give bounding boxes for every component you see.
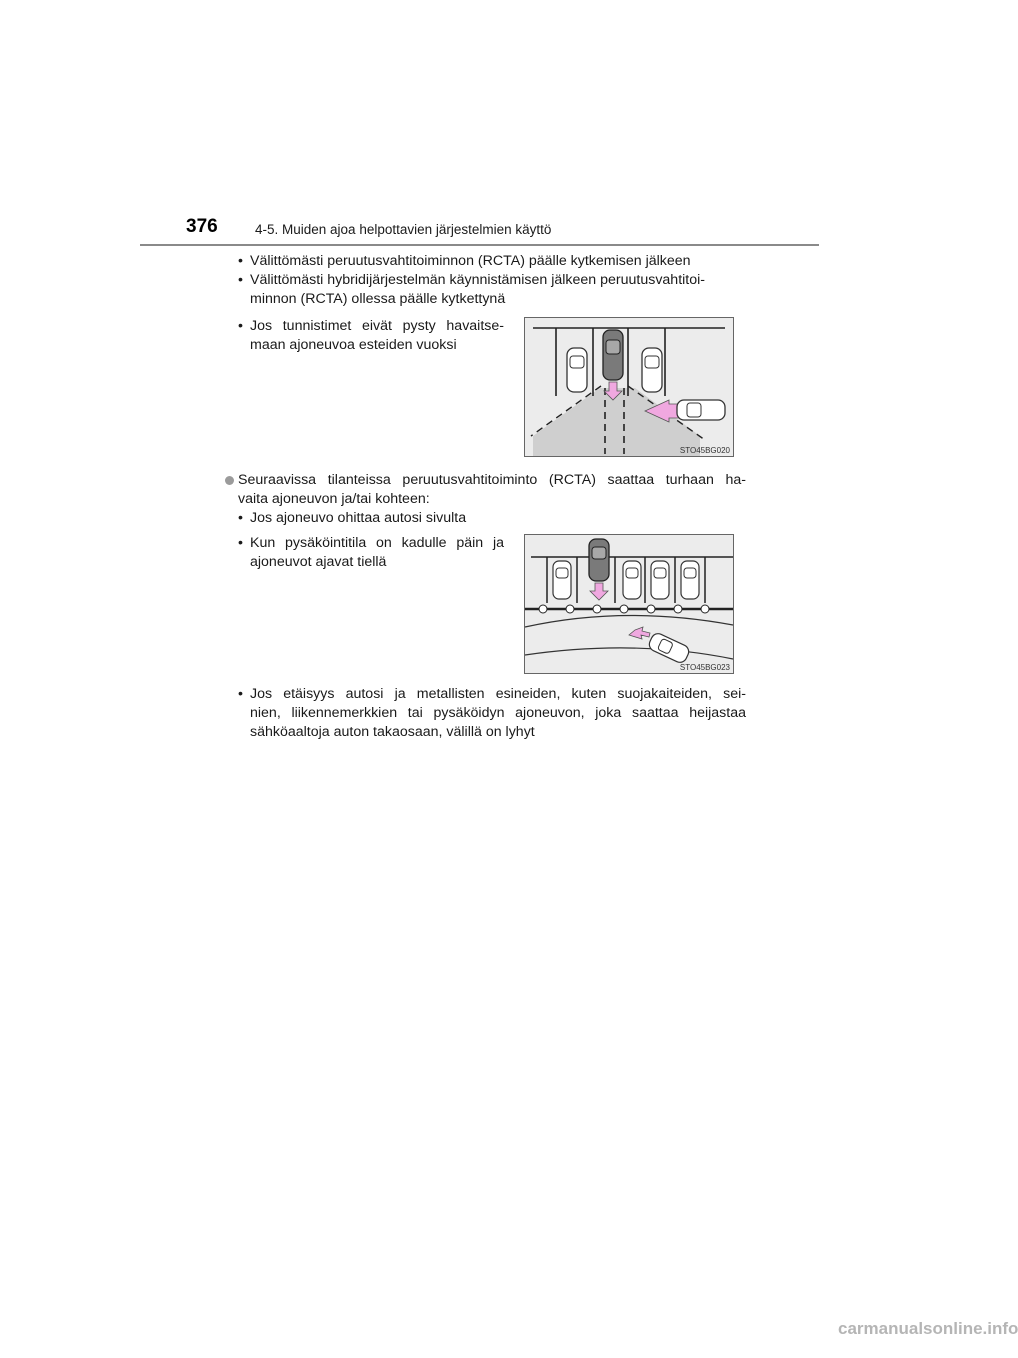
bullet-symbol: •: [238, 318, 243, 334]
bullet-text-2a: Välittömästi hybridijärjestelmän käynnistämisen jälkeen peruutusvahtitoi-: [250, 272, 706, 288]
main-text-1: Seuraavissa tilanteissa peruutusvahtitoiminto (RCTA) saattaa turhaan ha-: [238, 472, 746, 488]
figure-2-illustration: [525, 535, 733, 673]
watermark-logo: carmanualsonline.info: [838, 1319, 1018, 1338]
figure-code: STO45BG023: [679, 663, 730, 672]
bullet-symbol: •: [238, 535, 243, 551]
bullet-symbol: •: [238, 272, 243, 288]
figure-rcta-obstructed: [524, 317, 734, 457]
bullet-text-6b: nien, liikennemerkkien tai pysäköidyn ajoneuvon, joka saattaa heijastaa: [250, 705, 746, 721]
bullet-text-4: Jos ajoneuvo ohittaa autosi sivulta: [250, 510, 467, 526]
bullet-symbol: •: [238, 253, 243, 269]
bullet-text-2b: minnon (RCTA) ollessa päälle kytkettynä: [250, 291, 506, 307]
bullet-symbol: •: [238, 510, 243, 526]
bullet-text-3b: maan ajoneuvoa esteiden vuoksi: [250, 337, 457, 353]
figure-code: STO45BG020: [679, 446, 730, 455]
bullet-text-6c: sähköaaltoja auton takaosaan, välillä on lyhyt: [250, 724, 535, 740]
bullet-text-1: Välittömästi peruutusvahtitoiminnon (RCTA) päälle kytkemisen jälkeen: [250, 253, 691, 269]
bullet-symbol: •: [238, 686, 243, 702]
header-divider: [140, 244, 819, 246]
figure-rcta-street-parking: [524, 534, 734, 674]
circle-bullet-icon: [225, 476, 234, 485]
section-title: 4-5. Muiden ajoa helpottavien järjestelmien käyttö: [255, 222, 552, 237]
bullet-text-5b: ajoneuvot ajavat tiellä: [250, 554, 387, 570]
bullet-text-3a: Jos tunnistimet eivät pysty havaitse-: [250, 318, 504, 334]
main-text-2: vaita ajoneuvon ja/tai kohteen:: [238, 491, 430, 507]
page-number: 376: [186, 216, 218, 237]
figure-1-illustration: [525, 318, 733, 456]
bullet-text-5a: Kun pysäköintitila on kadulle päin ja: [250, 535, 504, 551]
bullet-text-6a: Jos etäisyys autosi ja metallisten esineiden, kuten suojakaiteiden, sei-: [250, 686, 746, 702]
